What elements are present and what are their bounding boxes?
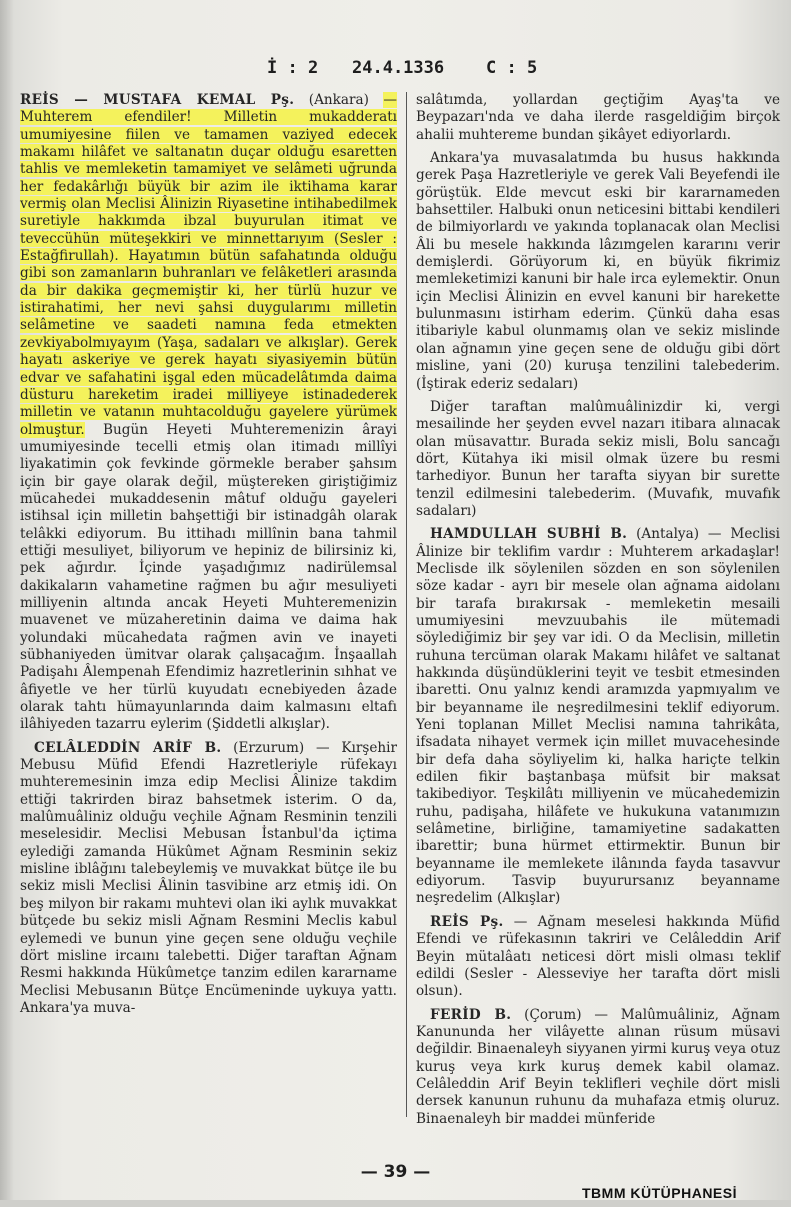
page-edge-shadow	[0, 0, 14, 1200]
speech-text: (Antalya) — Meclisi Âlinize bir teklifim vardır : Muhterem arkadaşlar! Meclisde ilk söylenilen sözden en son söylenilen söze kadar - ayrı bir mesele olan ağnama aidolanı bir tarafa bırakırsak - memleketin mesaili umumiyesini mevzuubahis ile mütemadi söylediğimiz bir şey var idi. O da Meclisin, milletin ruhuna tercüman olarak Makamı hilâfet ve saltanat hakkında düşündüklerini teyit ve tesbit etmesinden ibaretti. Onu yalnız kendi aramızda yapmıyalım ve bir beyanname ile neşredilmesini teklif ediyorum. Yeni toplanan Millet Meclisi namına tahrikâta, ifsadata nihayet vermek için millet muvacehesinde bir defa daha söyliyelim ki, halka hariçte telkin edilen fikir baştanbaşa müfsit bir maksat takibediyor. Teşkilâtı milliyenin ve mücahedemizin ruhu, padişaha, hilâfete ve hukukuna vatanımızın selâmetine, birliğine, tamamiyetine sadakatten ibarettir; buna hürmet ettirmektir. Bunun bir beyanname ile memlekete ilânında fayda tasavvur ediyorum. Tasvip buyurursanız beyanname neşredelim (Alkışlar)	[416, 526, 781, 907]
page-number: — 39 —	[360, 1162, 431, 1182]
speech-paragraph: Diğer taraftan malûmuâlinizdir ki, vergi mesailinde her şeyden evvel nazarı itibara alınacak olan müsavattır. Burada sekiz misli, Bolu sancağı dört, Kütahya iki misil olmak üzere bu resmi tarhediyor. Bunun her tarafta siyyan bir surette tenzil edilmesini talebederim. (Muvafık, muvafık sadaları)	[416, 398, 780, 519]
speech-text: — Ağnam meselesi hakkında Müfid Efendi ve rüfekasının takriri ve Celâleddin Arif Beyin mütalâatı neticesi dört misli olması teklif edildi (Sesler - Alesseviye her tarafta dört misli olsun).	[416, 913, 781, 1000]
speech-hamdullah-subhi	[416, 526, 780, 908]
session-date: 24.4.1336	[352, 58, 445, 78]
speech-continuation: Bugün Heyeti Muhteremenizin ârayi umumiyesinde tecelli etmiş olan itimadı millîyi liyakatimin çok fevkinde görmekle beraber şahsım için bir gaye olarak değil, müştereken giriştiğimiz mücahedei mukaddesenin mâtuf olduğu gayeleri istihsal için milletin bahşettiği bir istinadgâh olarak telâkki ediyorum. Bu ittihadı millînin bana tahmil ettiği mesuliyet, biliyorum ve hepiniz de bilirsiniz ki, pek ağırdır. İçinde yaşadığımız nadirülemsal dakikaların vahametine rağmen bu ağır mesuliyeti milliyenin altında ancak Heyeti Muhteremenizin muavenet ve müzaheretinin daima ve daima hak yolundaki mücahedata rağmen avin ve inayeti sübhaniyeden ümitvar olarak çalışacağım. İnşaallah Padişahı Âlempenah Efendimiz hazretlerinin sıhhat ve âfiyetle ve her türlü kuyudatı ecnebiyeden âzade olarak tahtı hümayunlarında daim kalmasını eltafı ilâhiyeden tazarru eylerim (Şiddetli alkışlar).	[20, 421, 397, 733]
speaker-name: FERİD B.	[430, 1006, 512, 1023]
speech-continuation: salâtımda, yollardan geçtiğim Ayaş'ta ve Beypazarı'nda ve daha ilerde rasgeldiğim birçok ahalii muhtereme bundan şikâyet ediyorlardı.	[416, 92, 780, 143]
session-number: C : 5	[486, 58, 538, 78]
speaker-place: (Ankara)	[294, 92, 369, 108]
right-column	[416, 92, 780, 1134]
speech-mustafa-kemal	[20, 92, 397, 734]
speech-text: (Çorum) — Malûmuâliniz, Ağnam Kanununda her vilâyette alınan rüsum müsavi değildir. Binaenaleyh siyyanen yirmi kuruş veya otuz kuruş veya kırk kuruş demek kabil olamaz. Celâleddin Arif Beyin teklifleri veçhile dört misli dersek kanunun ruhunu da muhafaza etmiş oluruz. Binaenaleyh bir maddei münferide	[416, 1006, 781, 1127]
speaker-name: HAMDULLAH SUBHİ B.	[430, 526, 628, 543]
issue-number: İ : 2	[267, 58, 319, 78]
speech-ferid	[416, 1007, 780, 1128]
speech-paragraph: Ankara'ya muvasalatımda bu husus hakkında gerek Paşa Hazretleriyle ve gerek Vali Beyefendi ile görüştük. Elde mevcut eski bir kararnameden bahsettiler. Halbuki onun neticesini bittabi kendileri de bilmiyorlardı ve yakında toplanacak olan Meclisi Âli bu mesele hakkında lâzımgelen kararını verir demişlerdi. Görüyorum ki, en büyük fikrimiz memleketimizi kanuni bir hale irca eylemektir. Onun için Meclisi Âlinizin en evvel kanuni bir harekette bulunmasını istirham ederim. Çünkü daha esas itibariyle kabul olunmamış olan ve sekiz mislinde olan ağnamın yine geçen sene de olduğu gibi dört misline, yani (20) kuruşa tenzilini talebederim. (İştirak ederiz sedaları)	[416, 150, 780, 392]
column-divider	[406, 92, 407, 1117]
left-column	[20, 92, 397, 1023]
highlighted-passage: — Muhterem efendiler! Milletin mukadderatı umumiyesine fiilen ve tamamen vaziyed edecek makamı hilâfet ve saltanatın duçar olduğu esaretten tahlis ve memleketin tamamiyet ve selâmeti uğrunda her fedakârlığı büyük bir azim ile iktihama karar vermiş olan Meclisi Âlinizin Riyasetine intihabedilmek suretiyle hakkımda ibzal buyurulan itimat ve teveccühün müteşekkiri ve minnettarıyım (Sesler : Estağfirullah). Hayatımın bütün safahatında olduğu gibi son zamanların buhranları ve felâketleri arasında da bir dakika geçmemiştir ki, her türlü huzur ve istirahatimi, her nevi şahsi duygularımı milletin selâmetine ve saadeti namına feda etmekten zevkiyabolmıyayım (Yaşa, sadaları ve alkışlar). Gerek hayatı askeriye ve gerek hayatı siyasiyemin bütün edvar ve safahatini işgal eden mücadelâtımda daima düsturu hareketim iradei milliyeye istinadederek milletin ve vatanın muhtacolduğu gayelere yürümek olmuştur.	[20, 92, 397, 438]
library-watermark: TBMM KÜTÜPHANESİ	[582, 1185, 737, 1201]
speaker-name: REİS Pş.	[430, 913, 504, 930]
speaker-name: REİS — MUSTAFA KEMAL Pş.	[20, 92, 295, 108]
page-header	[0, 58, 791, 88]
speaker-name: CELÂLEDDİN ARİF B.	[34, 739, 222, 756]
speech-text: (Erzurum) — Kırşehir Mebusu Müfid Efendi Hazretleriyle rüfekayı muhteremesinin imza edip Meclisi Âlinize takdim ettiği takrirden biraz bahsetmek isterim. O da, malûmuâliniz olduğu veçhile Ağnam Resminin tenzili meselesidir. Meclisi Mebusan İstanbul'da içtima eylediği zamanda Hükûmet Ağnam Resminin sekiz misline iblâğını talebeylemiş ve muvakkat bütçe ile bu sekiz misli Meclisi Âlinin tasvibine arz etmiş idi. On beş milyon bir rakamı muhtevi olan iki aylık muvakkat bütçede bu sekiz misli Ağnam Resmini Meclis kabul eylemedi ve bunun yine geçen sene olduğu veçhile dört misline ircaını talebetti. Diğer taraftan Ağnam Resmi hakkında Hükûmetçe tanzim edilen kararname Meclisi Mebusanın Bütçe Encümeninde uykuya yattı. Ankara'ya muva-	[20, 739, 397, 1016]
speech-reis	[416, 914, 780, 1001]
speech-celaleddin-arif	[20, 740, 397, 1018]
